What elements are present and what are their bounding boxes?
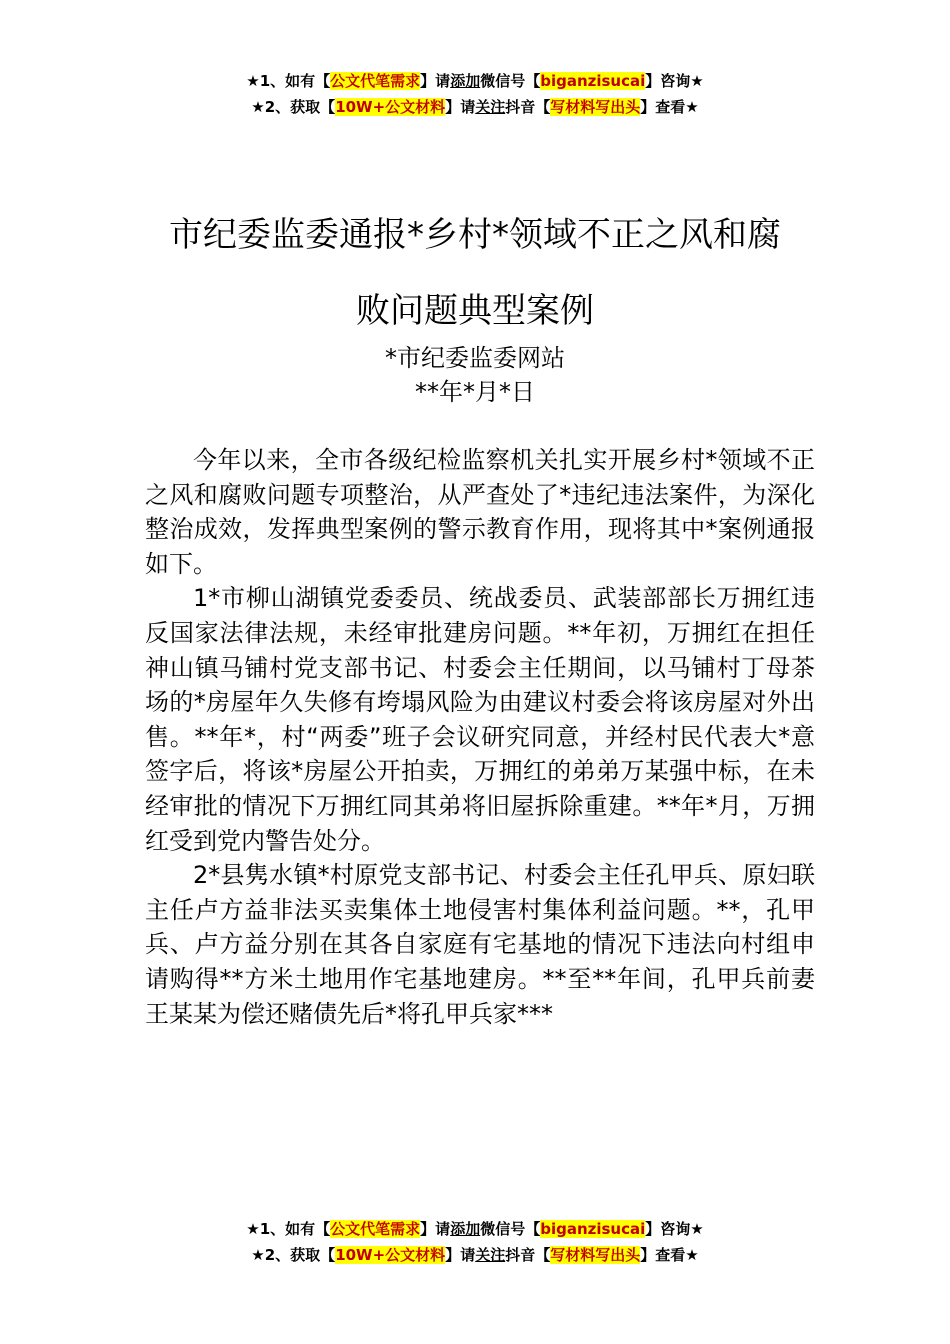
promo-banner-bottom (0, 1216, 950, 1268)
highlight-text: 公文代笔需求 (330, 1220, 421, 1238)
title-line-1: 市纪委监委通报*乡村*领域不正之风和腐 (169, 215, 781, 255)
document-date: **年*月*日 (415, 378, 535, 406)
promo-line-2: ★2、获取【10W+公文材料】请关注抖音【写材料写出头】查看★ (251, 98, 699, 116)
title-line-2: 败问题典型案例 (356, 291, 594, 331)
douyin-account: 写材料写出头 (550, 98, 641, 116)
wechat-id: biganzisucai (540, 1220, 646, 1238)
document-source: *市纪委监委网站 (385, 344, 565, 372)
douyin-account: 写材料写出头 (550, 1246, 641, 1264)
paragraph-intro: 今年以来，全市各级纪检监察机关扎实开展乡村*领域不正之风和腐败问题专项整治，从严查处了*违纪违法案件，为深化整治成效，发挥典型案例的警示教育作用，现将其中*案例通报如下。 (145, 446, 815, 578)
highlight-text: 10W+公文材料 (335, 1246, 446, 1264)
promo-line-2: ★2、获取【10W+公文材料】请关注抖音【写材料写出头】查看★ (251, 1246, 699, 1264)
document-body (145, 443, 815, 1031)
promo-line-1: ★1、如有【公文代笔需求】请添加微信号【biganzisucai】咨询★ (246, 1220, 704, 1238)
document-title (130, 197, 820, 349)
paragraph-case-1: 1*市柳山湖镇党委委员、统战委员、武装部部长万拥红违反国家法律法规，未经审批建房问题。**年初，万拥红在担任神山镇马铺村党支部书记、村委会主任期间，以马铺村丁母茶场的*房屋年久失修有垮塌风险为由建议村委会将该房屋对外出售。**年*，村“两委”班子会议研究同意，并经村民代表大*意签字后，将该*房屋公开拍卖，万拥红的弟弟万某强中标，在未经审批的情况下万拥红同其弟将旧屋拆除重建。**年*月，万拥红受到党内警告处分。 (145, 584, 815, 855)
promo-line-1: ★1、如有【公文代笔需求】请添加微信号【biganzisucai】咨询★ (246, 72, 704, 90)
paragraph-case-2: 2*县隽水镇*村原党支部书记、村委会主任孔甲兵、原妇联主任卢方益非法买卖集体土地侵害村集体利益问题。**，孔甲兵、卢方益分别在其各自家庭有宅基地的情况下违法向村组申请购得**方米土地用作宅基地建房。**至**年间，孔甲兵前妻王某某为偿还赌债先后*将孔甲兵家*** (145, 861, 815, 1028)
highlight-text: 公文代笔需求 (330, 72, 421, 90)
wechat-id: biganzisucai (540, 72, 646, 90)
promo-banner-top (0, 68, 950, 120)
highlight-text: 10W+公文材料 (335, 98, 446, 116)
